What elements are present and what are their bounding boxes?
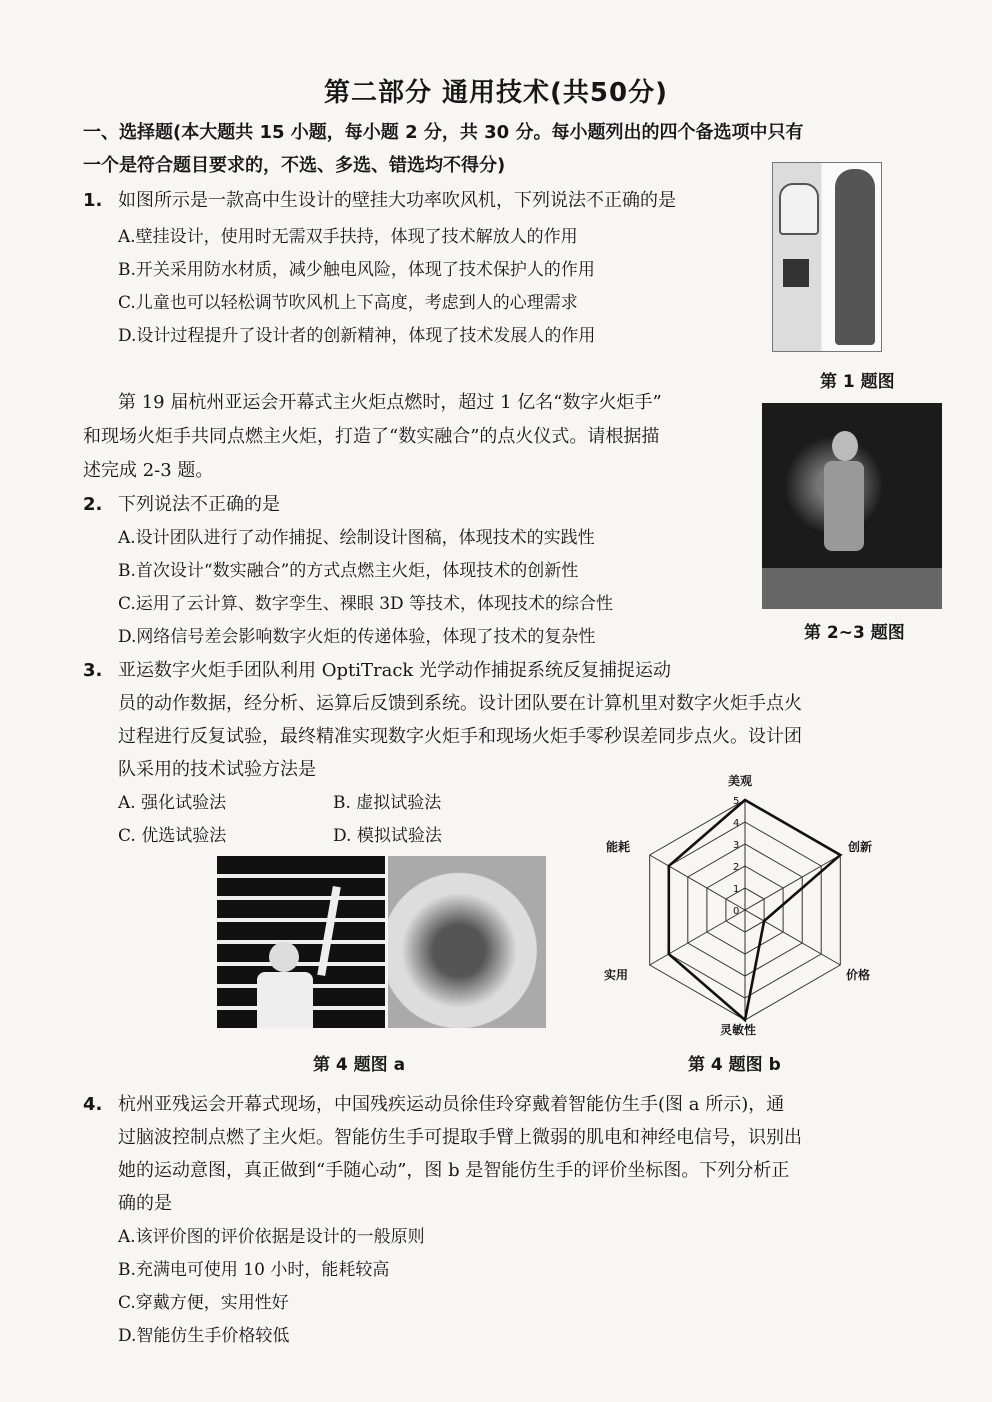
- figure-4a-caption: 第 4 题图 a: [313, 1055, 406, 1075]
- radar-tick-label: 2: [733, 862, 740, 873]
- radar-axis-label-sensitivity: 灵敏性: [720, 1023, 757, 1037]
- question-3-option-c: C. 优选试验法: [118, 826, 227, 846]
- question-1-stem: 如图所示是一款高中生设计的壁挂大功率吹风机，下列说法不正确的是: [118, 190, 676, 211]
- radar-axis-line-5: [650, 855, 745, 910]
- figure-4b-caption: 第 4 题图 b: [688, 1055, 781, 1075]
- intro-2-3-line-1: 第 19 届杭州亚运会开幕式主火炬点燃时，超过 1 亿名“数字火炬手”: [118, 392, 662, 413]
- question-3-line-1: 亚运数字火炬手团队利用 OptiTrack 光学动作捕捉系统反复捕捉运动: [118, 660, 672, 681]
- section-instruction-line-2: 一个是符合题目要求的，不选、多选、错选均不得分): [83, 155, 506, 176]
- question-3-line-3: 过程进行反复试验，最终精准实现数字火炬手和现场火炬手零秒误差同步点火。设计团: [118, 726, 802, 747]
- question-2-option-a: A.设计团队进行了动作捕捉、绘制设计图稿，体现技术的实践性: [118, 528, 595, 548]
- question-1-option-c: C.儿童也可以轻松调节吹风机上下高度，考虑到人的心理需求: [118, 293, 578, 313]
- question-1-number: 1.: [83, 190, 103, 211]
- radar-axis-label-energy: 能耗: [606, 840, 631, 854]
- intro-2-3-line-3: 述完成 2-3 题。: [83, 460, 214, 481]
- radar-axis-line-4: [650, 910, 745, 965]
- question-4-line-4: 确的是: [118, 1193, 172, 1214]
- radar-tick-label: 4: [733, 818, 740, 829]
- question-4-line-2: 过脑波控制点燃了主火炬。智能仿生手可提取手臂上微弱的肌电和神经电信号，识别出: [118, 1127, 802, 1148]
- figure-4b-radar-chart: [595, 770, 895, 1040]
- radar-axis-line-1: [745, 855, 840, 910]
- figure-4a-photo-left: [217, 856, 385, 1028]
- question-2-3-photo: [762, 403, 942, 609]
- question-3-option-b: B. 虚拟试验法: [333, 793, 442, 813]
- question-4-option-c: C.穿戴方便，实用性好: [118, 1293, 289, 1313]
- question-2-3-caption: 第 2~3 题图: [804, 623, 905, 643]
- figure-4a-photo-right: [388, 856, 546, 1028]
- question-1-caption: 第 1 题图: [820, 372, 895, 392]
- radar-tick-labels: [733, 796, 739, 917]
- question-4-line-1: 杭州亚残运会开幕式现场，中国残疾运动员徐佳玲穿戴着智能仿生手(图 a 所示)，通: [118, 1094, 785, 1115]
- radar-axis-label-innovation: 创新: [848, 840, 873, 854]
- question-3-option-a: A. 强化试验法: [118, 793, 227, 813]
- question-2-stem: 下列说法不正确的是: [118, 494, 280, 515]
- radar-axes: [650, 800, 841, 1020]
- radar-tick-label: 1: [733, 884, 740, 895]
- question-3-line-2: 员的动作数据，经分析、运算后反馈到系统。设计团队要在计算机里对数字火炬手点火: [118, 693, 802, 714]
- radar-series-polygon: [669, 800, 841, 1020]
- intro-2-3-line-2: 和现场火炬手共同点燃主火炬，打造了“数实融合”的点火仪式。请根据描: [83, 426, 660, 447]
- radar-axis-label-price: 价格: [846, 968, 871, 982]
- radar-axis-label-practicality: 实用: [604, 968, 629, 982]
- question-4-line-3: 她的运动意图，真正做到“手随心动”，图 b 是智能仿生手的评价坐标图。下列分析正: [118, 1160, 790, 1181]
- question-4-option-d: D.智能仿生手价格较低: [118, 1326, 290, 1346]
- question-1-option-b: B.开关采用防水材质，减少触电风险，体现了技术保护人的作用: [118, 260, 595, 280]
- question-1-photo: [772, 162, 882, 352]
- question-3-option-d: D. 模拟试验法: [333, 826, 442, 846]
- question-3-line-4: 队采用的技术试验方法是: [118, 759, 316, 780]
- radar-tick-label: 5: [733, 796, 740, 807]
- question-4-number: 4.: [83, 1094, 103, 1115]
- question-2-number: 2.: [83, 494, 103, 515]
- section-instruction-line-1: 一、选择题(本大题共 15 小题，每小题 2 分，共 30 分。每小题列出的四个备选项中只有: [83, 122, 804, 143]
- question-2-option-b: B.首次设计“数实融合”的方式点燃主火炬，体现技术的创新性: [118, 561, 579, 581]
- question-1-option-a: A.壁挂设计，使用时无需双手扶持，体现了技术解放人的作用: [118, 227, 578, 247]
- question-4-option-b: B.充满电可使用 10 小时，能耗较高: [118, 1260, 390, 1280]
- radar-tick-label: 3: [733, 840, 740, 851]
- question-1-option-d: D.设计过程提升了设计者的创新精神，体现了技术发展人的作用: [118, 326, 596, 346]
- radar-axis-line-2: [745, 910, 840, 965]
- question-3-number: 3.: [83, 660, 103, 681]
- question-2-option-c: C.运用了云计算、数字孪生、裸眼 3D 等技术，体现技术的综合性: [118, 594, 614, 614]
- page-title: 第二部分 通用技术(共50分): [324, 78, 668, 108]
- question-4-option-a: A.该评价图的评价依据是设计的一般原则: [118, 1227, 425, 1247]
- question-2-option-d: D.网络信号差会影响数字火炬的传递体验，体现了技术的复杂性: [118, 627, 596, 647]
- radar-tick-label: 0: [733, 906, 740, 917]
- radar-axis-label-aesthetics: 美观: [728, 774, 753, 788]
